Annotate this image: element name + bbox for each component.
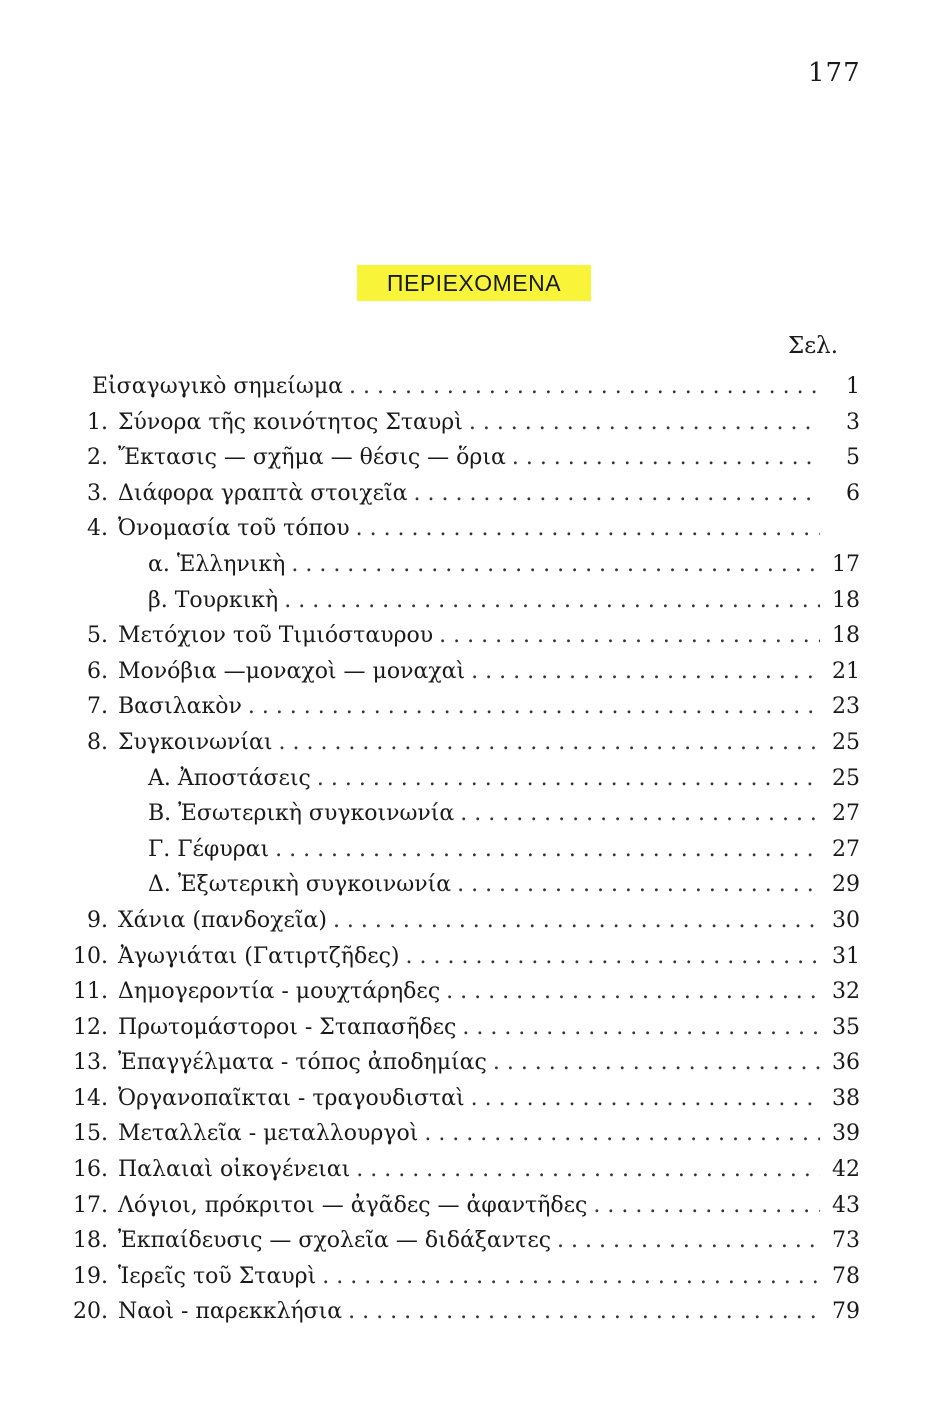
toc-row <box>60 1294 860 1330</box>
toc-entry <box>118 654 860 690</box>
toc-row <box>60 1152 860 1188</box>
toc-entry <box>118 1259 860 1295</box>
toc-row <box>60 761 860 797</box>
toc-entry-page: 30 <box>832 907 860 933</box>
toc-entry <box>148 796 860 832</box>
toc-entry-page: 27 <box>832 836 860 862</box>
dot-leader <box>322 1259 820 1295</box>
dot-leader <box>512 440 820 476</box>
toc-entry-number: 11. <box>73 979 108 1005</box>
toc-entry-title: Ἐκπαίδευσις — σχολεῖα — διδάξαντες <box>118 1228 552 1254</box>
toc-entry <box>118 1116 860 1152</box>
toc-entry-page: 6 <box>846 480 860 506</box>
toc-row <box>60 939 860 975</box>
toc-entry <box>148 583 860 619</box>
toc-row <box>60 654 860 690</box>
toc-row <box>60 1081 860 1117</box>
toc-entry-number: 10. <box>73 943 108 969</box>
toc-row <box>60 511 860 547</box>
toc-entry-page: 18 <box>832 587 860 613</box>
toc-row <box>60 583 860 619</box>
toc-row <box>60 867 860 903</box>
toc-entry-title: β. Τουρκικὴ <box>148 587 279 613</box>
toc-entry-page: 35 <box>832 1014 860 1040</box>
toc-row <box>60 1188 860 1224</box>
toc-row <box>60 725 860 761</box>
toc-entry-number: 7. <box>87 694 108 720</box>
toc-entry-title: Λόγιοι, πρόκριτοι — ἀγᾶδες — ἀφαντῆδες <box>118 1192 588 1218</box>
dot-leader <box>493 1045 820 1081</box>
toc-entry-title: Ἀγωγιάται (Γατιρτζῆδες) <box>118 943 400 969</box>
toc-entry-title: Ἔκτασις — σχῆμα — θέσις — ὅρια <box>118 445 506 471</box>
dot-leader <box>317 761 820 797</box>
dot-leader <box>439 618 820 654</box>
toc-entry-page: 73 <box>832 1228 860 1254</box>
toc-row <box>60 1010 860 1046</box>
toc-row <box>60 974 860 1010</box>
toc-entry-number: 4. <box>87 516 108 542</box>
page-column-header: Σελ. <box>788 333 839 359</box>
toc-entry <box>118 974 860 1010</box>
toc-entry-number: 17. <box>73 1192 108 1218</box>
dot-leader <box>469 405 820 441</box>
toc-row <box>60 476 860 512</box>
toc-row <box>60 796 860 832</box>
toc-entry-number: 9. <box>87 907 108 933</box>
toc-entry <box>118 1188 860 1224</box>
toc-entry-page: 25 <box>832 765 860 791</box>
toc-row <box>60 903 860 939</box>
dot-leader <box>471 654 820 690</box>
toc-entry-page: 18 <box>832 623 860 649</box>
toc-entry <box>148 832 860 868</box>
toc-entry <box>148 547 860 583</box>
toc-entry-title: Β. Ἐσωτερικὴ συγκοινωνία <box>148 801 455 827</box>
toc-entry-page: 42 <box>832 1157 860 1183</box>
toc-entry-title: Βασιλακὸν <box>118 694 242 720</box>
toc-entry-number: 20. <box>73 1299 108 1325</box>
toc-entry-title: Γ. Γέφυραι <box>148 836 270 862</box>
toc-entry-title: Χάνια (πανδοχεῖα) <box>118 907 327 933</box>
dot-leader <box>275 832 820 868</box>
toc-entry-title: Ὀργανοπαῖκται - τραγουδισταὶ <box>118 1085 465 1111</box>
toc-entry-number: 6. <box>87 658 108 684</box>
toc-entry-page: 78 <box>832 1263 860 1289</box>
toc-entry <box>118 903 860 939</box>
toc-entry-page: 29 <box>832 872 860 898</box>
toc-row <box>60 547 860 583</box>
toc-entry-page: 43 <box>832 1192 860 1218</box>
toc-entry-page: 39 <box>832 1121 860 1147</box>
dot-leader <box>279 725 821 761</box>
toc-row <box>60 1045 860 1081</box>
toc-entry <box>92 369 860 405</box>
toc-entry-title: Μονόβια —μοναχοὶ — μοναχαὶ <box>118 658 466 684</box>
toc-entry-number: 13. <box>73 1050 108 1076</box>
toc-entry-number: 19. <box>73 1263 108 1289</box>
toc-entry-title: Ἱερεῖς τοῦ Σταυρὶ <box>118 1263 317 1289</box>
dot-leader <box>356 511 820 547</box>
toc-entry-title: Μεταλλεῖα - μεταλλουργοὶ <box>118 1121 419 1147</box>
dot-leader <box>333 903 820 939</box>
toc-entry-number: 3. <box>87 480 108 506</box>
dot-leader <box>446 974 820 1010</box>
toc-entry-number: 18. <box>73 1228 108 1254</box>
toc-entry-number: 8. <box>87 729 108 755</box>
toc-entry <box>118 1081 860 1117</box>
toc-entry-page: 27 <box>832 801 860 827</box>
toc-entry-title: Ὀνομασία τοῦ τόπου <box>118 516 350 542</box>
toc-row <box>60 440 860 476</box>
toc-entry-title: Ἐπαγγέλματα - τόπος ἀποδημίας <box>118 1050 487 1076</box>
toc-entry-title: α. Ἑλληνικὴ <box>148 551 286 577</box>
toc-entry <box>148 867 860 903</box>
dot-leader <box>406 939 820 975</box>
toc-entry-page: 5 <box>846 445 860 471</box>
toc-entry-number: 5. <box>87 623 108 649</box>
toc-entry-title: Δ. Ἐξωτερικὴ συγκοινωνία <box>148 872 452 898</box>
toc-entry-title: Ναοὶ - παρεκκλήσια <box>118 1299 343 1325</box>
toc-entry-page: 21 <box>832 658 860 684</box>
toc-entry <box>118 1294 860 1330</box>
toc-entry <box>118 939 860 975</box>
toc-entry-page: 79 <box>832 1299 860 1325</box>
toc-entry <box>118 476 860 512</box>
toc-entry-page: 1 <box>846 374 860 399</box>
table-of-contents <box>60 369 860 1330</box>
toc-entry-title: Διάφορα γραπτὰ στοιχεῖα <box>118 480 408 506</box>
toc-entry-page: 31 <box>832 943 860 969</box>
toc-entry-page: 32 <box>832 979 860 1005</box>
toc-entry-title: Δημογεροντία - μουχτάρηδες <box>118 979 441 1005</box>
toc-entry <box>118 511 860 547</box>
toc-entry <box>118 689 860 725</box>
dot-leader <box>356 1152 820 1188</box>
toc-entry-number: 12. <box>73 1014 108 1040</box>
toc-entry <box>118 440 860 476</box>
toc-entry-title: Εἰσαγωγικὸ σημείωμα <box>92 374 344 399</box>
toc-row <box>60 405 860 441</box>
dot-leader <box>284 583 820 619</box>
toc-row <box>60 618 860 654</box>
toc-entry <box>118 1152 860 1188</box>
toc-entry <box>118 618 860 654</box>
toc-row <box>60 369 860 405</box>
toc-row <box>60 832 860 868</box>
toc-entry <box>118 1223 860 1259</box>
toc-entry-number: 14. <box>73 1085 108 1111</box>
toc-entry <box>148 761 860 797</box>
dot-leader <box>291 547 820 583</box>
toc-entry-page: 3 <box>846 409 860 435</box>
toc-entry-page: 25 <box>832 729 860 755</box>
dot-leader <box>471 1081 820 1117</box>
dot-leader <box>593 1188 820 1224</box>
page-number: 177 <box>808 58 861 88</box>
toc-entry-title: Πρωτομάστοροι - Σταπασῆδες <box>118 1014 457 1040</box>
toc-entry-page: 38 <box>832 1085 860 1111</box>
toc-entry <box>118 405 860 441</box>
dot-leader <box>460 796 820 832</box>
toc-entry-number: 2. <box>87 445 108 471</box>
dot-leader <box>348 1294 820 1330</box>
toc-row <box>60 1116 860 1152</box>
toc-entry-number: 1. <box>87 409 108 435</box>
toc-entry <box>118 1010 860 1046</box>
contents-title: ΠΕΡΙΕΧΟΜΕΝΑ <box>357 265 591 301</box>
toc-entry-page: 17 <box>832 551 860 577</box>
toc-row <box>60 1259 860 1295</box>
toc-entry <box>118 725 860 761</box>
toc-row <box>60 1223 860 1259</box>
toc-entry-title: Σύνορα τῆς κοινότητος Σταυρὶ <box>118 409 463 435</box>
dot-leader <box>557 1223 820 1259</box>
toc-entry-title: Μετόχιον τοῦ Τιμιόσταυρου <box>118 623 434 649</box>
toc-entry-title: Συγκοινωνίαι <box>118 729 273 755</box>
dot-leader <box>462 1010 820 1046</box>
toc-entry-page: 36 <box>832 1050 860 1076</box>
toc-entry-title: Α. Ἀποστάσεις <box>148 765 311 791</box>
toc-entry <box>118 1045 860 1081</box>
toc-entry-title: Παλαιαὶ οἰκογένειαι <box>118 1157 351 1183</box>
toc-entry-number: 16. <box>73 1157 108 1183</box>
dot-leader <box>248 689 820 725</box>
dot-leader <box>349 369 820 405</box>
dot-leader <box>457 867 820 903</box>
dot-leader <box>424 1116 820 1152</box>
toc-entry-page: 23 <box>832 694 860 720</box>
dot-leader <box>414 476 821 512</box>
toc-row <box>60 689 860 725</box>
toc-entry-number: 15. <box>73 1121 108 1147</box>
